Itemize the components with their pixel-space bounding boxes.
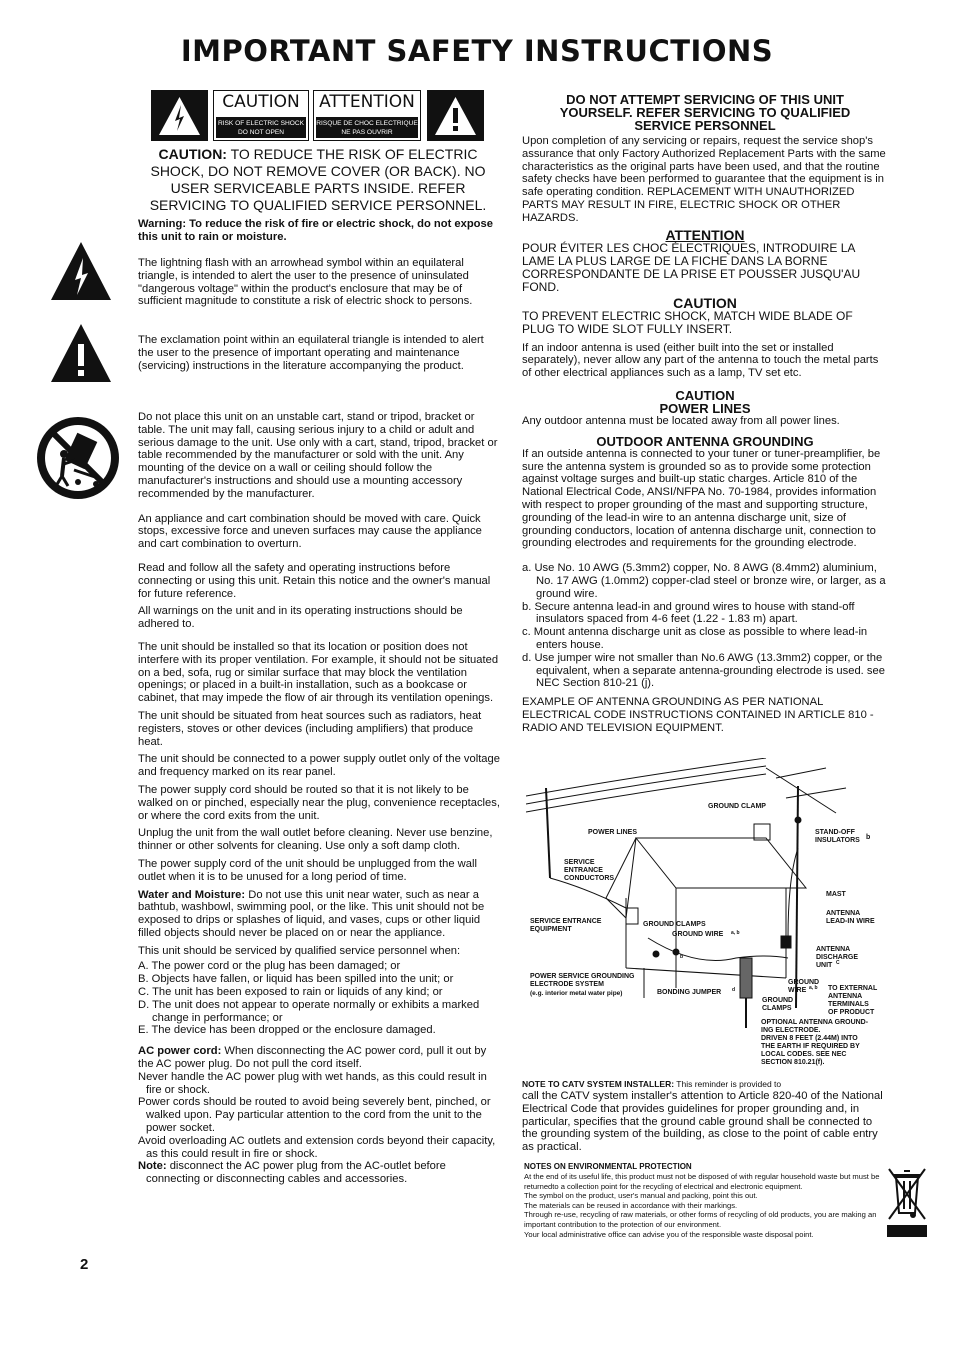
label-optional-1: OPTIONAL ANTENNA GROUND-	[761, 1019, 869, 1026]
label-external-2: ANTENNA	[828, 993, 863, 1000]
attention-text: POUR ÉVITER LES CHOC ÉLECTRIQUES, INTRODUIRE LA LAME LA PLUS LARGE DE LA FICHE DANS LA BORNE CORRESPONDANTE DE LA PRISE ET POUSSER JUSQU'AU FOND.	[522, 240, 861, 294]
paragraph-ventilation: The unit should be installed so that its location or position does not interfere with its proper ventilation. For example, it should not be situated on a bed, sofa, rug or similar surface that may block the ventilation openings; or placed in a built-in installation, such as a bookcase or cabinet, that may impede the flow of air through its ventilation openings.	[138, 640, 499, 705]
label-external-3: TERMINALS	[828, 1001, 869, 1008]
attention-label-box	[313, 90, 421, 141]
env-line-2: The symbol on the product, user's manual and packing, point this out.	[524, 1191, 758, 1201]
label-optional-4: THE EARTH IF REQUIRED BY	[761, 1043, 860, 1050]
right-column	[522, 93, 888, 735]
cart-tip-over-icon	[34, 414, 122, 502]
ac-cord-note-lead: Note:	[138, 1160, 167, 1173]
ac-cord-text: When disconnecting the AC power cord, pull it out by the AC power plug. Do not pull the cord itself.	[138, 1045, 487, 1071]
label-bonding: BONDING JUMPER	[657, 989, 722, 996]
caution-label: CAUTION	[222, 92, 300, 112]
warning-text: Warning: To reduce the risk of fire or electric shock, do not expose this unit to rain or moisture.	[138, 218, 493, 243]
label-power-lines: POWER LINES	[588, 829, 638, 836]
water-lead: Water and Moisture:	[138, 888, 246, 901]
env-line-4: Through re-use, recycling of raw materials, or other forms of recycling of old products, you are making an important contribution to the protection of our environment.	[524, 1210, 877, 1229]
lightning-description: The lightning flash with an arrowhead symbol within an equilateral triangle, is intended to alert the user to the presence of uninsulated "dangerous voltage" within the product's enclosure that may be of sufficient magnitude to constitute a risk of electric shock to persons.	[138, 257, 473, 308]
label-standoff-1: STAND-OFF	[815, 829, 855, 836]
label-external-4: OF PRODUCT	[828, 1009, 875, 1016]
label-ground-clamp: GROUND CLAMP	[708, 803, 766, 810]
paragraph-warnings: All warnings on the unit and in its operating instructions should be adhered to.	[138, 605, 463, 631]
crossed-bin-icon	[884, 1165, 930, 1241]
ac-cord-paragraph	[138, 1045, 500, 1071]
label-optional-6: SECTION 810.21(f).	[761, 1059, 825, 1066]
lightning-warning-icon	[151, 90, 208, 141]
label-optional-5: LOCAL CODES. SEE NEC	[761, 1051, 847, 1058]
paragraph-heat: The unit should be situated from heat sources such as radiators, heat registers, stoves or other devices (including amplifiers) that produce heat.	[138, 709, 482, 748]
label-service-cond-1: SERVICE	[564, 859, 595, 866]
label-service-cond-2: ENTRANCE	[564, 867, 603, 874]
exclamation-triangle-icon	[50, 322, 112, 384]
catv-text: call the CATV system installer's attention to Article 820-40 of the National Electrical Code that provides guidelines for proper grounding and, in particular, specifies that the ground cable ground shall be connected to the grounding system of the building, as close to the point of cable entry as practical.	[522, 1090, 883, 1154]
caution-box-group	[151, 90, 484, 141]
env-line-5: Your local administrative office can advise you of the responsible waste disposal point.	[524, 1229, 814, 1239]
label-leadin-2: LEAD-IN WIRE	[826, 918, 875, 925]
grounding-item-a: a. Use No. 10 AWG (5.3mm2) copper, No. 8 AWG (8.4mm2) aluminium, No. 17 AWG (1.0mm2) copper-clad steel or bronze wire, or larger, as a ground wire.	[522, 562, 886, 600]
caution-label-box	[213, 90, 309, 141]
label-external-1: TO EXTERNAL	[828, 985, 878, 992]
label-discharge-sup: C	[836, 960, 840, 966]
ac-cord-item-1: Never handle the AC power plug with wet hands, as this could result in fire or shock.	[138, 1070, 487, 1096]
attention-label: ATTENTION	[319, 92, 415, 112]
exclamation-description: The exclamation point within an equilateral triangle is intended to alert the user to the presence of important operating and maintenance (servicing) instructions in the literature accompanying the product.	[138, 334, 484, 372]
label-ground-wire: GROUND WIRE	[672, 931, 724, 938]
label-bonding-sup: d	[732, 987, 736, 993]
env-line-3: The materials can be reused in accordance with their markings.	[524, 1200, 738, 1210]
powerlines-heading: POWER LINES	[659, 400, 751, 416]
example-text: EXAMPLE OF ANTENNA GROUNDING AS PER NATIONAL ELECTRICAL CODE INSTRUCTIONS CONTAINED IN ARTICLE 810 - RADIO AND TELEVISION EQUIPMENT.	[522, 696, 874, 734]
ac-cord-note-text: disconnect the AC power plug from the AC-outlet before connecting or disconnecting cables and accessories.	[146, 1160, 446, 1186]
catv-first: This reminder is provided to	[674, 1079, 782, 1089]
label-leadin-1: ANTENNA	[826, 910, 861, 917]
env-heading: NOTES ON ENVIRONMENTAL PROTECTION	[524, 1162, 692, 1171]
left-paragraphs	[138, 411, 500, 1186]
ac-cord-item-3: Avoid overloading AC outlets and extension cords beyond their capacity, as this could result in fire or shock.	[138, 1134, 496, 1160]
label-optional-3: DRIVEN 8 FEET (2.44M) INTO	[761, 1035, 858, 1042]
grounding-item-b: b. Secure antenna lead-in and ground wires to house with stand-off insulators spaced from 4-6 feet (1.22 - 1.83 m) apart.	[522, 600, 855, 626]
caution-statement-text: TO REDUCE THE RISK OF ELECTRIC SHOCK, DO NOT REMOVE COVER (OR BACK). NO USER SERVICEABLE PARTS INSIDE. REFER SERVICING TO QUALIFIED SERVICE PERSONNEL.	[149, 146, 487, 213]
label-ground-clamps2-1: GROUND	[762, 997, 794, 1004]
service-heading: DO NOT ATTEMPT SERVICING OF THIS UNIT YOURSELF. REFER SERVICING TO QUALIFIED SERVICE PERSONNEL	[559, 92, 851, 133]
caution-statement-lead: CAUTION:	[158, 146, 227, 162]
service-text: Upon completion of any servicing or repairs, request the service shop's assurance that only Factory Authorized Replacement Parts with the same characteristics as the original parts have been used, and that the routine safety checks have been performed to guarantee that the equipment is in safe operating condition. REPLACEMENT WITH UNAUTHORIZED PARTS MAY RESULT IN FIRE, ELECTRIC SHOCK OR OTHER HAZARDS.	[522, 135, 886, 224]
catv-note	[522, 1079, 888, 1154]
ac-cord-note	[138, 1160, 500, 1186]
ac-cord-lead: AC power cord:	[138, 1045, 222, 1058]
paragraph-cart: Do not place this unit on an unstable cart, stand or tripod, bracket or table. The unit may fall, causing serious injury to a child or adult and serious damage to the unit. Use only with a cart, stand, tripod, bracket or table recommended by the manufacturer or sold with the unit. Any mounting of the device on a wall or ceiling should follow the manufacturer's instructions and should use a mounting accessory recommended by the manufacturer.	[138, 411, 498, 500]
label-standoff-sup: b	[866, 834, 871, 841]
caution-sub-label: RISK OF ELECTRIC SHOCK DO NOT OPEN	[216, 117, 306, 138]
paragraph-cord-routing: The power supply cord should be routed so that it is not likely to be walked on or pinched, especially near the plug, convenience receptacles, or where the cord exits from the unit.	[138, 783, 500, 822]
label-letter-b: b	[680, 954, 684, 960]
label-ground-wire2-sup: a, b	[809, 985, 818, 991]
paragraph-read-instructions: Read and follow all the safety and operating instructions before connecting or using this unit. Retain this notice and the owner's manual for future reference.	[138, 561, 491, 600]
label-electrode-2: ELECTRODE SYSTEM	[530, 981, 604, 988]
label-ground-clamps: GROUND CLAMPS	[643, 921, 706, 928]
grounding-item-c: c. Mount antenna discharge unit as close as possible to where lead-in enters house.	[522, 626, 868, 651]
antenna-grounding-illustration	[526, 758, 888, 1074]
page-number: 2	[80, 1256, 89, 1273]
ac-cord-item-2: Power cords should be routed to avoid being severely bent, pinched, or walked upon. Pay particular attention to the cord from the unit to the power socket.	[138, 1096, 491, 1135]
label-discharge-2: DISCHARGE	[816, 954, 859, 961]
caution-text: TO PREVENT ELECTRIC SHOCK, MATCH WIDE BLADE OF PLUG TO WIDE SLOT FULLY INSERT.	[522, 308, 853, 336]
catv-lead: NOTE TO CATV SYSTEM INSTALLER:	[522, 1079, 675, 1089]
paragraph-cleaning: Unplug the unit from the wall outlet before cleaning. Never use benzine, thinner or other solvents for cleaning. Use only a soft damp cloth.	[138, 827, 493, 853]
environmental-notes	[524, 1162, 888, 1239]
label-discharge-3: UNIT	[816, 962, 833, 969]
service-item-a: A. The power cord or the plug has been damaged; or	[138, 960, 401, 973]
catv-note-first-line	[522, 1079, 888, 1090]
lightning-triangle-icon	[50, 240, 112, 302]
caution-heading: CAUTION	[673, 294, 737, 311]
label-discharge-1: ANTENNA	[816, 946, 851, 953]
label-electrode-3: (e.g. interior metal water pipe)	[530, 990, 623, 997]
env-line-1: At the end of its useful life, this product must not be disposed of with regular household waste but must be returnedto a collection point for the recycling of electrical and electronic equipment.	[524, 1172, 880, 1191]
powerlines-text: Any outdoor antenna must be located away from all power lines.	[522, 414, 840, 427]
label-service-eq-2: EQUIPMENT	[530, 926, 572, 933]
label-ground-wire2-2: WIRE	[788, 987, 807, 994]
antenna-grounding-diagram	[526, 758, 888, 1074]
paragraph-water	[138, 889, 500, 940]
label-ground-wire2-1: GROUND	[788, 979, 820, 986]
label-electrode-1: POWER SERVICE GROUNDING	[530, 973, 635, 980]
grounding-item-d: d. Use jumper wire not smaller than No.6 AWG (13.3mm2) copper, or the equivalent, when a separate antenna-grounding electrode is used. see NEC Section 810-21 (j).	[522, 651, 885, 690]
caution-statement	[140, 146, 496, 214]
page-title: IMPORTANT SAFETY INSTRUCTIONS	[180, 34, 774, 68]
label-optional-2: ING ELECTRODE.	[761, 1027, 821, 1034]
label-ground-clamps2-2: CLAMPS	[762, 1005, 792, 1012]
paragraph-power-supply: The unit should be connected to a power supply outlet only of the voltage and frequency marked on its rear panel.	[138, 753, 500, 779]
label-standoff-2: INSULATORS	[815, 837, 860, 844]
service-item-c: C. The unit has been exposed to rain or liquids of any kind; or	[138, 986, 443, 999]
label-service-eq-1: SERVICE ENTRANCE	[530, 918, 602, 925]
service-item-d: D. The unit does not appear to operate normally or exhibits a marked change in performance; or	[138, 998, 480, 1024]
label-mast: MAST	[826, 891, 846, 898]
grounding-text: If an outside antenna is connected to your tuner or tuner-preamplifier, be sure the antenna system is grounded so as to provide some protection against voltage surges and built-up static charges. Article 810 of the National Electrical Code, ANSI/NFPA No. 70-1984, provides information with respect to proper grounding of the mast and supporting structure, grounding of the lead-in wire to an antenna discharge unit, size of grounding conductors, location of antenna discharge unit, connection to grounding electrodes and requirements for the grounding electrode.	[522, 447, 881, 550]
grounding-heading: OUTDOOR ANTENNA GROUNDING	[596, 433, 814, 449]
paragraph-cart-move: An appliance and cart combination should be moved with care. Quick stops, excessive force and uneven surfaces may cause the appliance and cart combination to overturn.	[138, 512, 482, 551]
attention-sub-label: RISQUE DE CHOC ELECTRIQUE NE PAS OUVRIR	[316, 117, 418, 138]
service-item-b: B. Objects have fallen, or liquid has been spilled into the unit; or	[138, 973, 454, 986]
exclamation-warning-icon	[427, 90, 484, 141]
label-service-cond-3: CONDUCTORS	[564, 875, 615, 882]
paragraph-unplug: The power supply cord of the unit should be unplugged from the wall outlet when it is to be unused for a long period of time.	[138, 857, 477, 883]
indoor-antenna-text: If an indoor antenna is used (either built into the set or installed separately), never allow any part of the antenna to touch the metal parts of other electrical appliances such as a lamp, TV set etc.	[522, 341, 879, 380]
attention-heading: ATTENTION	[665, 226, 745, 243]
label-ground-wire-sup: a, b	[731, 930, 740, 936]
water-text: Do not use this unit near water, such as near a bathtub, washbowl, swimming pool, or the like. This unit should not be exposed to drips or splashes of liquid, and vases, cups or other liquid filled objects should never be placed on or near the appliance.	[138, 888, 485, 939]
service-intro: This unit should be serviced by qualified service personnel when:	[138, 944, 461, 957]
powerlines-heading-caution: CAUTION	[675, 387, 735, 403]
service-item-e: E. The device has been dropped or the enclosure damaged.	[138, 1024, 436, 1037]
